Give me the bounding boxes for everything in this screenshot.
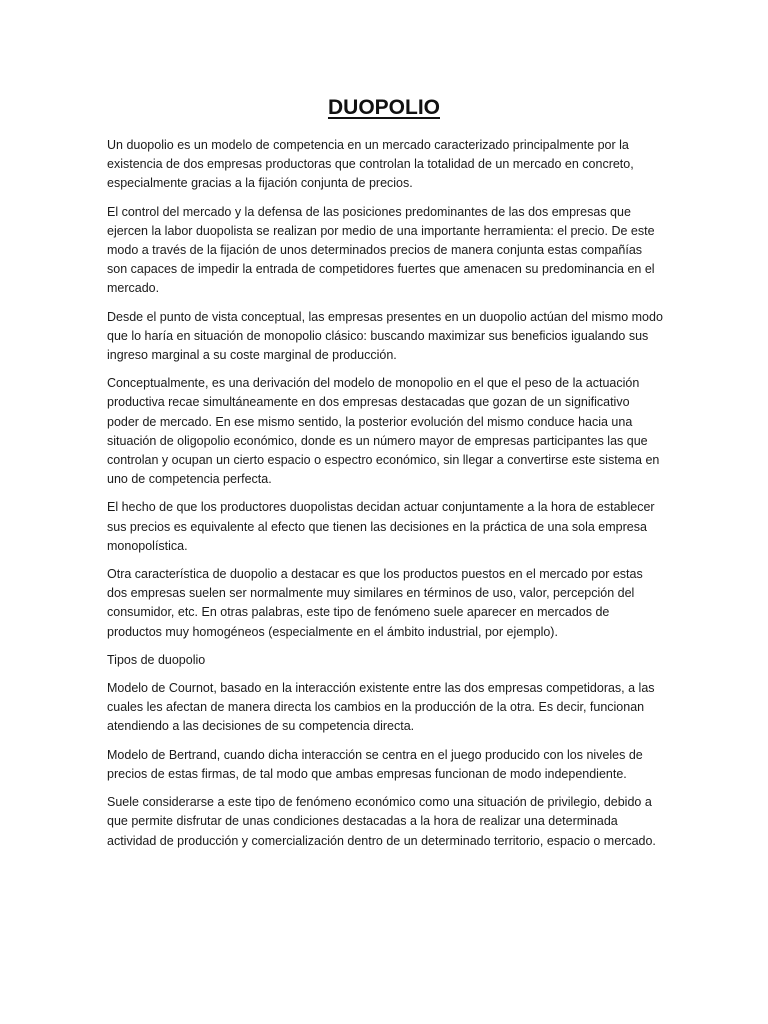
paragraph-joint-action: El hecho de que los productores duopolistas decidan actuar conjuntamente a la hora de establecer sus precios es equivalente al efecto que tienen las decisiones en la práctica de una sola empresa monopolística. [107, 500, 655, 553]
paragraph-conceptual-view: Desde el punto de vista conceptual, las empresas presentes en un duopolio actúan del mismo modo que lo haría en situación de monopolio clásico: buscando maximizar sus beneficios igualando sus ingreso marginal a su coste marginal de producción. [107, 309, 663, 363]
document-title-text: DUOPOLIO [327, 96, 440, 119]
paragraph-characteristics: Otra característica de duopolio a destacar es que los productos puestos en el mercado por estas dos empresas suelen ser normalmente muy similares en términos de uso, valor, percepción del consumidor, etc. En otras palabras, este tipo de fenómeno suele aparecer en mercados de productos muy homogéneos (especialmente en el ámbito industrial, por ejemplo). [107, 567, 643, 639]
document-body [107, 136, 663, 860]
paragraph-derivation: Conceptualmente, es una derivación del modelo de monopolio en el que el peso de la actuación productiva recae simultáneamente en dos empresas destacadas que gozan de un significativo poder de mercado. En ese mismo sentido, la posterior evolución del mismo conduce hacia una situación de oligopolio económico, donde es un número mayor de empresas participantes las que controlan y ocupan un cierto espacio o espectro económico, sin llegar a convertirse este sistema en uno de competencia perfecta. [107, 376, 660, 487]
paragraph-definition: Un duopolio es un modelo de competencia en un mercado caracterizado principalmente por la existencia de dos empresas productoras que controlan la totalidad de un mercado en concreto, especialmente gracias a la fijación conjunta de precios. [107, 138, 634, 191]
paragraph-bertrand-model: Modelo de Bertrand, cuando dicha interacción se centra en el juego producido con los niveles de precios de estas firmas, de tal modo que ambas empresas funcionan de modo independiente. [107, 747, 643, 781]
section-heading-types: Tipos de duopolio [107, 652, 206, 667]
document-title [0, 95, 768, 121]
paragraph-market-control: El control del mercado y la defensa de las posiciones predominantes de las dos empresas que ejercen la labor duopolista se realizan por medio de una importante herramienta: el precio. De este modo a través de la fijación de unos determinados precios de manera conjunta estas compañías son capaces de impedir la entrada de competidores fuertes que amenacen su predominancia en el mercado. [107, 204, 655, 296]
paragraph-privilege: Suele considerarse a este tipo de fenómeno económico como una situación de privilegio, debido a que permite disfrutar de unas condiciones destacadas a la hora de realizar una determinada actividad de producción y comercialización dentro de un determinado territorio, espacio o mercado. [107, 795, 656, 848]
paragraph-cournot-model: Modelo de Cournot, basado en la interacción existente entre las dos empresas competidoras, a las cuales les afectan de manera directa los cambios en la producción de la otra. Es decir, funcionan atendiendo a las decisiones de su competencia directa. [107, 681, 655, 734]
